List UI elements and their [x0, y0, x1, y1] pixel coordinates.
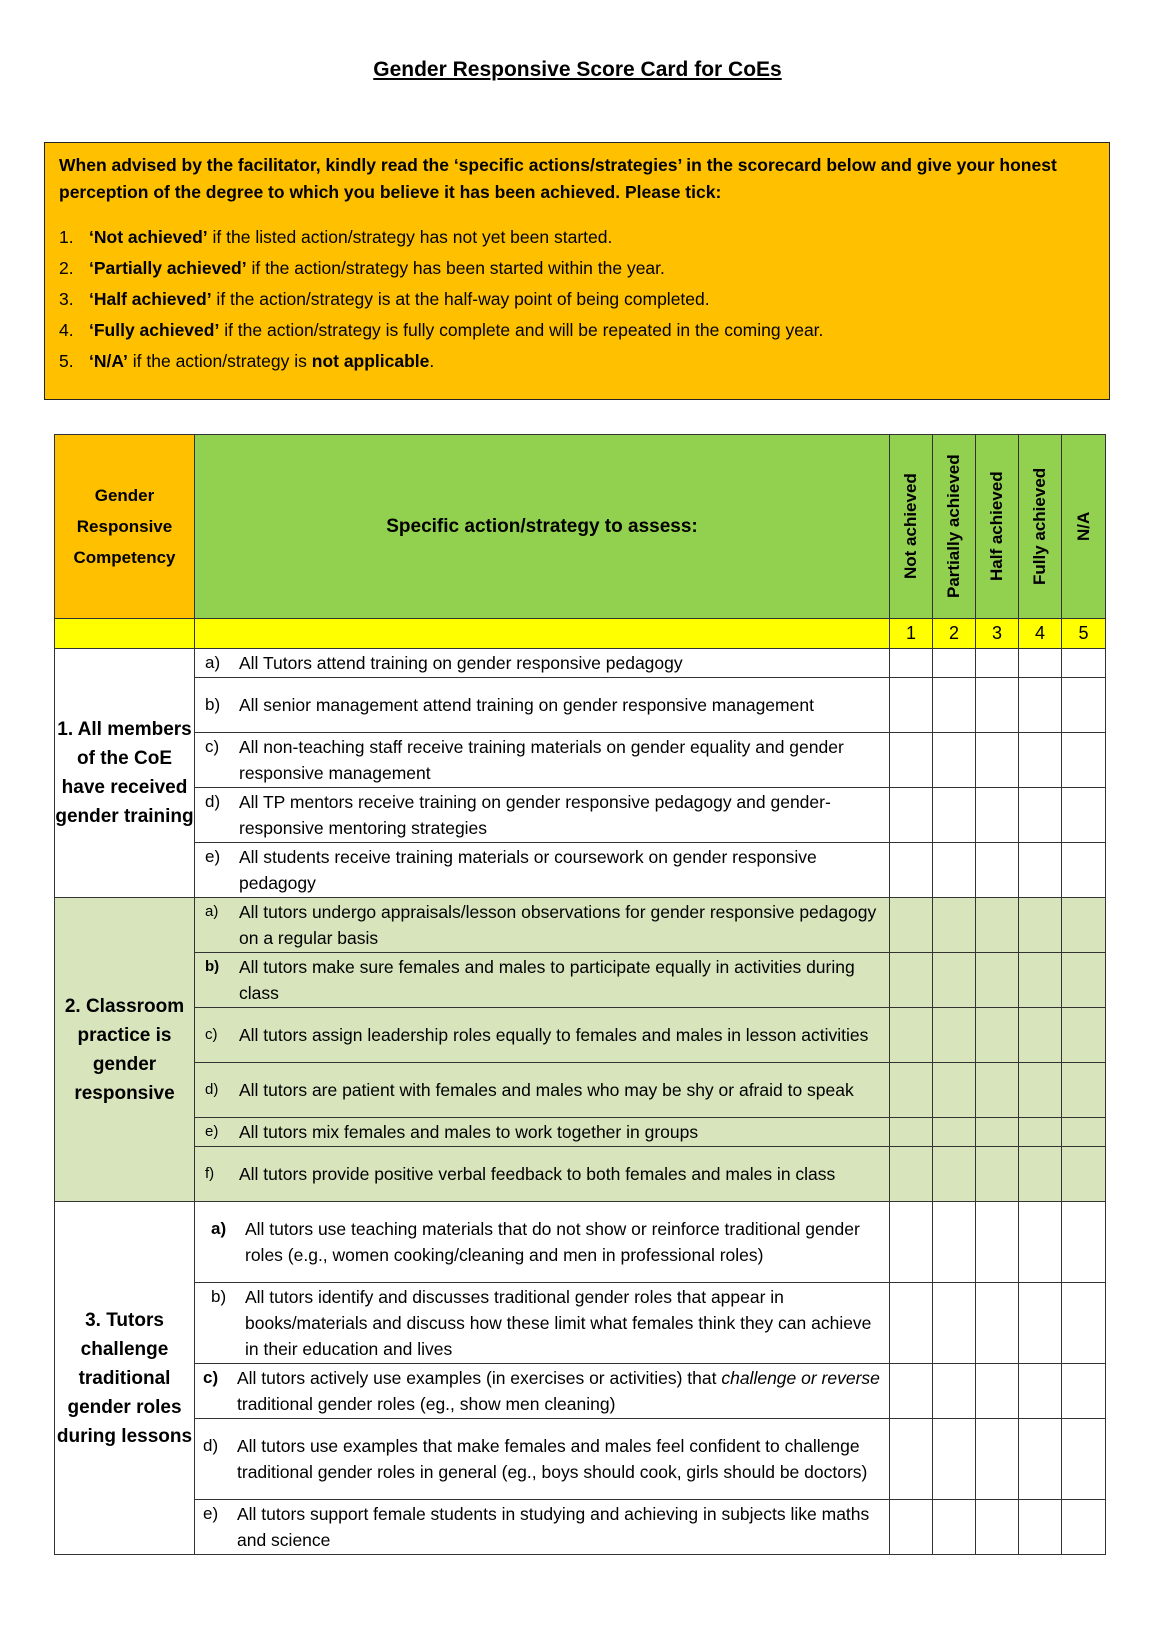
tick-cell[interactable] — [976, 1008, 1019, 1063]
tick-cell[interactable] — [933, 788, 976, 843]
tick-cell[interactable] — [1062, 1147, 1106, 1202]
instructions-box — [44, 142, 1110, 400]
action-cell: c) All non-teaching staff receive training materials on gender equality and gender responsive management — [195, 733, 890, 788]
action-cell: b) All senior management attend training on gender responsive management — [195, 678, 890, 733]
tick-cell[interactable] — [890, 1008, 933, 1063]
tick-cell[interactable] — [1019, 1008, 1062, 1063]
table-row — [55, 1500, 1106, 1555]
table-row — [55, 953, 1106, 1008]
action-cell: d) All tutors use examples that make females and males feel confident to challenge traditional gender roles in general (eg., boys should cook, girls should be doctors) — [195, 1419, 890, 1500]
action-cell: b) All tutors identify and discusses traditional gender roles that appear in books/materials and discuss how these limit what females think they can achieve in their education and lives — [195, 1283, 890, 1364]
action-cell: b) All tutors make sure females and males to participate equally in activities during class — [195, 953, 890, 1008]
instruction-item: 4. ‘Fully achieved’ if the action/strategy is fully complete and will be repeated in the coming year. — [59, 320, 824, 340]
table-row — [55, 788, 1106, 843]
action-cell: c) All tutors assign leadership roles equally to females and males in lesson activities — [195, 1008, 890, 1063]
tick-cell[interactable] — [976, 678, 1019, 733]
instructions-lead: When advised by the facilitator, kindly read the ‘specific actions/strategies’ in the scorecard below and give your honest perception of the degree to which you believe it has been achieved. Please tick: — [59, 155, 1057, 202]
tick-cell[interactable] — [976, 1500, 1019, 1555]
tick-cell[interactable] — [1062, 1063, 1106, 1118]
action-cell: c) All tutors actively use examples (in exercises or activities) that challenge or reverse traditional gender roles (eg., show men cleaning) — [195, 1364, 890, 1419]
tick-cell[interactable] — [933, 953, 976, 1008]
tick-cell[interactable] — [933, 1283, 976, 1364]
tick-cell[interactable] — [933, 843, 976, 898]
competency-cell: 1. All members of the CoE have received gender training — [55, 649, 195, 898]
table-row — [55, 1364, 1106, 1419]
tick-cell[interactable] — [1019, 1500, 1062, 1555]
tick-cell[interactable] — [1062, 898, 1106, 953]
tick-cell[interactable] — [890, 733, 933, 788]
table-row — [55, 843, 1106, 898]
tick-cell[interactable] — [1062, 678, 1106, 733]
tick-cell[interactable] — [1019, 678, 1062, 733]
tick-cell[interactable] — [1062, 843, 1106, 898]
tick-cell[interactable] — [1062, 1500, 1106, 1555]
table-row — [55, 1419, 1106, 1500]
tick-cell[interactable] — [976, 1283, 1019, 1364]
instructions-list — [59, 222, 1095, 377]
tick-cell[interactable] — [1019, 788, 1062, 843]
tick-cell[interactable] — [933, 1202, 976, 1283]
tick-cell[interactable] — [1019, 1147, 1062, 1202]
rating-header-half-achieved: Half achieved — [976, 435, 1019, 619]
table-row — [55, 1063, 1106, 1118]
rating-number: 2 — [933, 619, 976, 649]
table-row — [55, 1283, 1106, 1364]
tick-cell[interactable] — [1019, 733, 1062, 788]
tick-cell[interactable] — [1019, 898, 1062, 953]
tick-cell[interactable] — [890, 1147, 933, 1202]
table-row — [55, 678, 1106, 733]
rating-number: 1 — [890, 619, 933, 649]
tick-cell[interactable] — [1062, 649, 1106, 678]
table-row — [55, 1008, 1106, 1063]
tick-cell[interactable] — [933, 1364, 976, 1419]
tick-cell[interactable] — [1062, 1202, 1106, 1283]
tick-cell[interactable] — [976, 1202, 1019, 1283]
rating-header-na: N/A — [1062, 435, 1106, 619]
table-row — [55, 898, 1106, 953]
tick-cell[interactable] — [933, 1419, 976, 1500]
tick-cell[interactable] — [976, 1419, 1019, 1500]
instruction-item: 2. ‘Partially achieved’ if the action/strategy has been started within the year. — [59, 258, 665, 278]
rating-header-partially-achieved: Partially achieved — [933, 435, 976, 619]
tick-cell[interactable] — [890, 649, 933, 678]
tick-cell[interactable] — [1019, 649, 1062, 678]
instruction-item: 3. ‘Half achieved’ if the action/strategy is at the half-way point of being completed. — [59, 289, 710, 309]
rating-number-row — [55, 619, 1106, 649]
tick-cell[interactable] — [933, 1063, 976, 1118]
tick-cell[interactable] — [890, 1118, 933, 1147]
tick-cell[interactable] — [933, 649, 976, 678]
table-row — [55, 1118, 1106, 1147]
tick-cell[interactable] — [890, 1063, 933, 1118]
tick-cell[interactable] — [976, 1063, 1019, 1118]
tick-cell[interactable] — [890, 1364, 933, 1419]
tick-cell[interactable] — [933, 678, 976, 733]
tick-cell[interactable] — [1019, 1118, 1062, 1147]
tick-cell[interactable] — [1019, 1419, 1062, 1500]
tick-cell[interactable] — [933, 1147, 976, 1202]
tick-cell[interactable] — [933, 1118, 976, 1147]
tick-cell[interactable] — [890, 898, 933, 953]
tick-cell[interactable] — [1019, 1202, 1062, 1283]
tick-cell[interactable] — [976, 898, 1019, 953]
tick-cell[interactable] — [1062, 1419, 1106, 1500]
rating-number: 4 — [1019, 619, 1062, 649]
score-card-table — [54, 434, 1106, 1555]
tick-cell[interactable] — [1019, 1283, 1062, 1364]
instruction-item: 5. ‘N/A’ if the action/strategy is not applicable. — [59, 351, 435, 371]
tick-cell[interactable] — [976, 649, 1019, 678]
table-row — [55, 1147, 1106, 1202]
competency-cell: 3. Tutors challenge traditional gender roles during lessons — [55, 1202, 195, 1555]
tick-cell[interactable] — [890, 788, 933, 843]
tick-cell[interactable] — [1062, 1008, 1106, 1063]
tick-cell[interactable] — [890, 1419, 933, 1500]
tick-cell[interactable] — [976, 1364, 1019, 1419]
tick-cell[interactable] — [890, 1283, 933, 1364]
action-cell: d) All TP mentors receive training on gender responsive pedagogy and gender-responsive mentoring strategies — [195, 788, 890, 843]
tick-cell[interactable] — [976, 788, 1019, 843]
action-cell: a) All tutors use teaching materials that do not show or reinforce traditional gender roles (e.g., women cooking/cleaning and men in professional roles) — [195, 1202, 890, 1283]
header-row — [55, 435, 1106, 619]
table-row — [55, 733, 1106, 788]
rating-number: 5 — [1062, 619, 1106, 649]
table-row — [55, 649, 1106, 678]
tick-cell[interactable] — [890, 1202, 933, 1283]
table-row — [55, 1202, 1106, 1283]
tick-cell[interactable] — [1019, 953, 1062, 1008]
tick-cell[interactable] — [1019, 843, 1062, 898]
action-cell: a) All Tutors attend training on gender responsive pedagogy — [195, 649, 890, 678]
tick-cell[interactable] — [933, 898, 976, 953]
tick-cell[interactable] — [976, 843, 1019, 898]
tick-cell[interactable] — [1019, 1063, 1062, 1118]
tick-cell[interactable] — [1062, 1283, 1106, 1364]
tick-cell[interactable] — [1062, 953, 1106, 1008]
action-cell: a) All tutors undergo appraisals/lesson observations for gender responsive pedagogy on a regular basis — [195, 898, 890, 953]
tick-cell[interactable] — [933, 1500, 976, 1555]
tick-cell[interactable] — [976, 1147, 1019, 1202]
tick-cell[interactable] — [1062, 1364, 1106, 1419]
tick-cell[interactable] — [1019, 1364, 1062, 1419]
action-cell: d) All tutors are patient with females and males who may be shy or afraid to speak — [195, 1063, 890, 1118]
rating-number: 3 — [976, 619, 1019, 649]
instruction-item: 1. ‘Not achieved’ if the listed action/strategy has not yet been started. — [59, 227, 613, 247]
action-cell: e) All students receive training materials or coursework on gender responsive pedagogy — [195, 843, 890, 898]
tick-cell[interactable] — [890, 843, 933, 898]
rating-header-not-achieved: Not achieved — [890, 435, 933, 619]
tick-cell[interactable] — [1062, 788, 1106, 843]
action-cell: f) All tutors provide positive verbal feedback to both females and males in class — [195, 1147, 890, 1202]
rating-header-fully-achieved: Fully achieved — [1019, 435, 1062, 619]
competency-cell: 2. Classroom practice is gender responsive — [55, 898, 195, 1202]
action-header: Specific action/strategy to assess: — [195, 435, 890, 619]
tick-cell[interactable] — [890, 953, 933, 1008]
tick-cell[interactable] — [890, 1500, 933, 1555]
action-cell: e) All tutors support female students in studying and achieving in subjects like maths and science — [195, 1500, 890, 1555]
tick-cell[interactable] — [1062, 733, 1106, 788]
tick-cell[interactable] — [976, 1118, 1019, 1147]
action-cell: e) All tutors mix females and males to work together in groups — [195, 1118, 890, 1147]
page-title: Gender Responsive Score Card for CoEs — [373, 58, 782, 81]
tick-cell[interactable] — [933, 733, 976, 788]
tick-cell[interactable] — [1062, 1118, 1106, 1147]
tick-cell[interactable] — [933, 1008, 976, 1063]
tick-cell[interactable] — [890, 678, 933, 733]
tick-cell[interactable] — [976, 953, 1019, 1008]
competency-header: Gender Responsive Competency — [55, 435, 195, 619]
tick-cell[interactable] — [976, 733, 1019, 788]
